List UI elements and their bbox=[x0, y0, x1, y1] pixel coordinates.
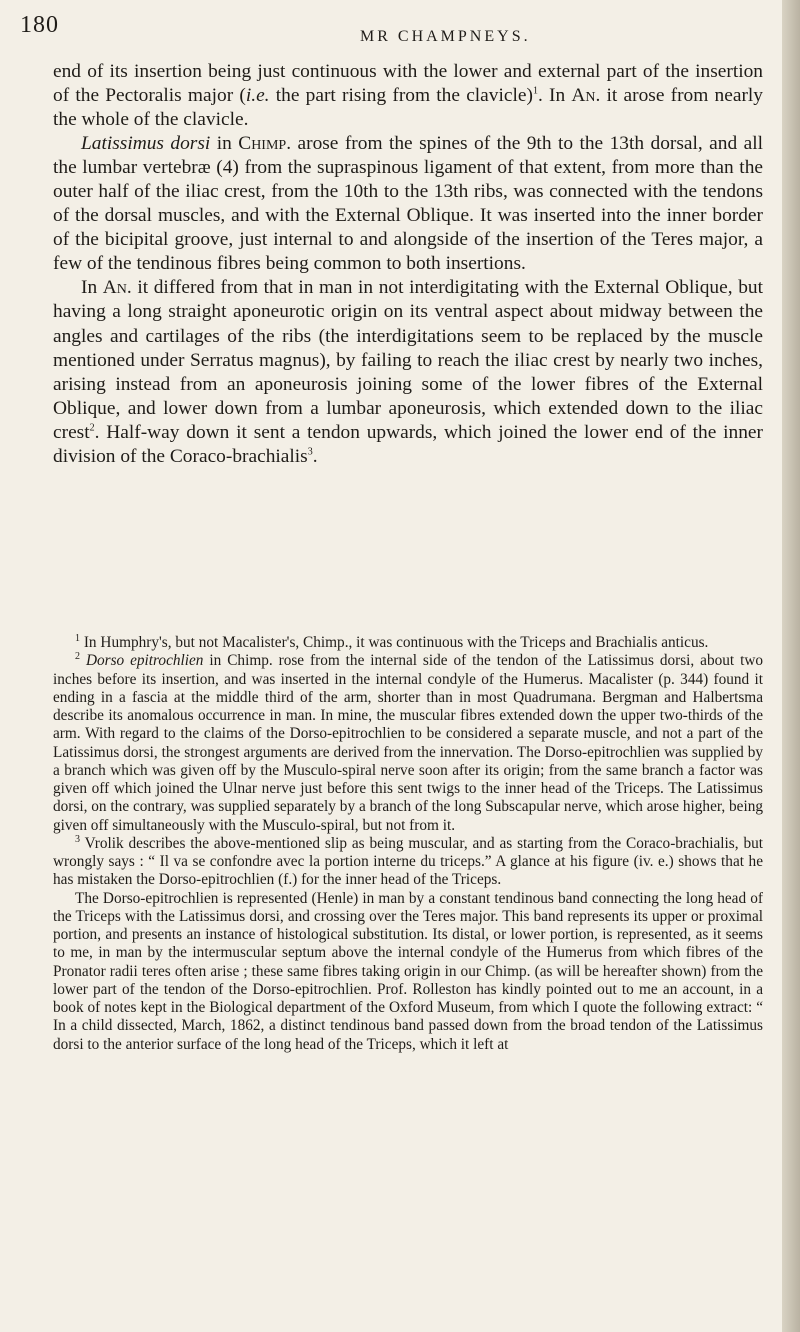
section-term: Latissimus dorsi bbox=[81, 133, 211, 155]
page-edge-shadow bbox=[782, 0, 800, 1332]
paragraph-1: end of its insertion being just continuous with the lower and external part of the insertion of the Pectoralis major (i.e. the part rising from the clavicle)$^1$. In An. it arose from nearly the whole of the clavicle. bbox=[53, 61, 763, 131]
footnote-ref-2: 2 bbox=[89, 422, 95, 434]
footnote-2: $^2$ Dorso epitrochlien in Chimp. rose from the internal side of the tendon of the Latissimus dorsi, about two inches before its insertion, and was inserted in the internal condyle of the Humerus. Macalister (p. 344) found it ending in a fascia at the middle third of the arm, shorter than in most Quadrumana. Bergman and Halbertsma describe its anomalous occurrence in man. In mine, the muscular fibres extended down the upper two-thirds of the arm. With regard to the claims of the Dorso-epitrochlien to be considered a separate muscle, and not a part of the Latissimus dorsi, the strongest arguments are derived from the innervation. The Dorso-epitrochlien was supplied by a branch which was given off by the Musculo-spiral nerve soon after its origin; from the same branch a factor was given off which joined the Ulnar nerve just before this sent twigs to the inner head of the Triceps. The Latissimus dorsi, on the contrary, was supplied separately by a branch of the long Subscapular nerve, which arose higher, being given off simultaneously with the Musculo-spiral, but not from it. bbox=[53, 651, 764, 834]
main-text bbox=[53, 60, 763, 469]
footnote-ref-1: 1 bbox=[532, 85, 538, 97]
running-head: MR CHAMPNEYS. bbox=[360, 28, 531, 45]
page-header bbox=[0, 4, 800, 54]
footnote-3-continued: The Dorso-epitrochlien is represented (Henle) in man by a constant tendinous band connecting the long head of the Triceps with the Latissimus dorsi, and crossing over the Teres major. This band represents its upper or proximal portion, and presents an instance of histological substitution. Its distal, or lower portion, is represented, as it seems to me, in man by the intermuscular septum above the internal condyle of the Humerus from which fibres of the Pronator radii teres often arise ; these same fibres taking origin in our Chimp. (as will be hereafter shown) from the lower part of the tendon of the Dorso-epitrochlien. Prof. Rolleston has kindly pointed out to me an account, in a book of notes kept in the Biological department of the Oxford Museum, from which I quote the following extract: “ In a child dissected, March, 1862, a distinct tendinous band passed down from the broad tendon of the Latissimus dorsi to the anterior surface of the long head of the Triceps, which it left at bbox=[53, 889, 763, 1053]
paragraph-3: In An. it differed from that in man in not interdigitating with the External Oblique, but having a long straight aponeurotic origin on its ventral aspect about midway between the angles and cartilages of the ribs (the interdigitations seem to be replaced by the muscle mentioned under Serratus magnus), by failing to reach the iliac crest by nearly two inches, arising instead from an aponeurosis joining some of the lower fibres of the External Oblique, and lower down from a lumbar aponeurosis, which extended down to the iliac crest$^2$. Half-way down it sent a tendon upwards, which joined the lower end of the inner division of the Coraco-brachialis$^3$. bbox=[53, 277, 763, 467]
footnotes bbox=[53, 634, 763, 1054]
paragraph-2: Latissimus dorsi in Chimp. arose from the spines of the 9th to the 13th dorsal, and all the lumbar vertebræ (4) from the supraspinous ligament of that extent, from more than the outer half of the iliac crest, from the 10th to the 13th ribs, was connected with the tendons of the dorsal muscles, and with the External Oblique. It was inserted into the inner border of the bicipital groove, just internal to and alongside of the insertion of the Teres major, a few of the tendinous fibres being common to both insertions. bbox=[53, 133, 763, 275]
footnote-3: $^3$ Vrolik describes the above-mentioned slip as being muscular, and as starting from the Coraco-brachialis, but wrongly says : “ Il va se confondre avec la portion interne du triceps.” A glance at his figure (iv. e.) shows that he has mistaken the Dorso-epitrochlien (f.) for the inner head of the Triceps. bbox=[53, 833, 763, 889]
footnote-ref-3: 3 bbox=[307, 446, 313, 458]
page-number: 180 bbox=[20, 12, 59, 38]
footnote-1: $^1$ In Humphry's, but not Macalister's, Chimp., it was continuous with the Triceps and Brachialis anticus. bbox=[75, 632, 709, 651]
